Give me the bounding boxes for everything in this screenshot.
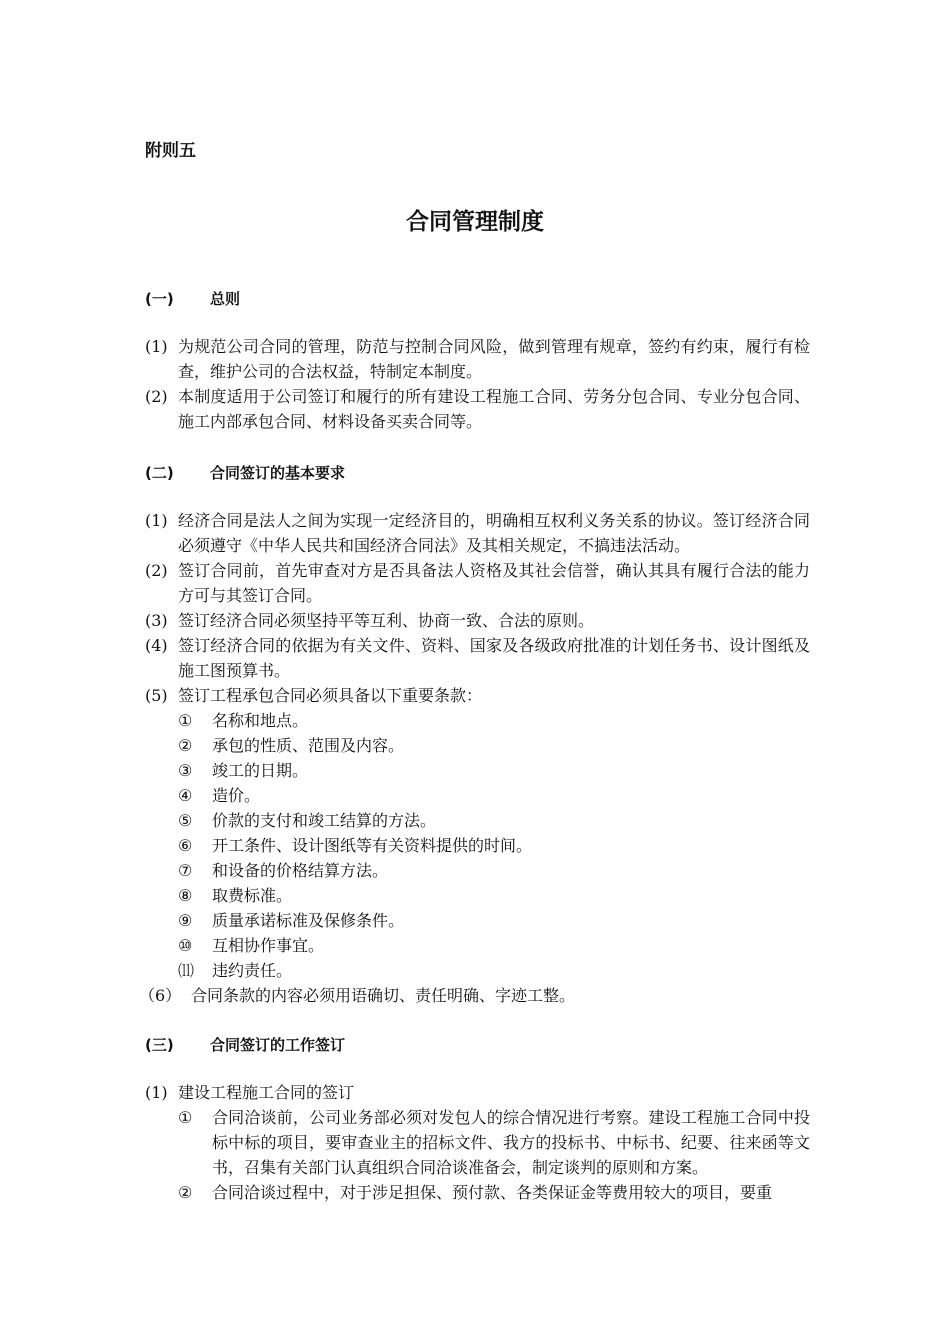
section-heading-basic-requirements [145, 462, 345, 483]
sub-list-item [145, 958, 810, 983]
section-heading-general [145, 288, 240, 309]
sub-item-text: 合同洽谈过程中，对于涉足担保、预付款、各类保证金等费用较大的项目，要重 [212, 1183, 773, 1202]
sub-item-number: ② [178, 1183, 193, 1202]
sub-item-number: ⑥ [178, 836, 193, 855]
sub-item-number: ② [178, 736, 193, 755]
sub-item-text: 名称和地点。 [212, 711, 309, 730]
sub-item-number: ⑤ [178, 811, 193, 830]
sub-item-text: 和设备的价格结算方法。 [212, 861, 389, 880]
list-item [145, 558, 810, 608]
sub-item-text: 违约责任。 [212, 961, 293, 980]
sub-item-number: ③ [178, 761, 193, 780]
sub-item-number: ⑧ [178, 886, 193, 905]
sub-item-text: 竣工的日期。 [212, 761, 309, 780]
sub-list-item [145, 733, 810, 758]
sub-list-item [145, 908, 810, 933]
item-number: (2) [145, 561, 168, 580]
item-text: 为规范公司合同的管理，防范与控制合同风险，做到管理有规章，签约有约束，履行有检查，维护公司的合法权益，特制定本制度。 [178, 337, 810, 381]
sub-item-text: 承包的性质、范围及内容。 [212, 736, 405, 755]
item-number: (3) [145, 611, 168, 630]
sub-list-item [145, 1180, 810, 1205]
sub-item-number: ⑩ [178, 936, 193, 955]
sub-list-item [145, 883, 810, 908]
sub-list-item [145, 758, 810, 783]
sub-item-text: 价款的支付和竣工结算的方法。 [212, 811, 437, 830]
item-number: (1) [145, 1083, 168, 1102]
item-number: (5) [145, 686, 168, 705]
section-number: (一) [145, 290, 174, 308]
item-text: 签订经济合同必须坚持平等互利、协商一致、合法的原则。 [178, 611, 595, 630]
item-number: （6） [139, 986, 182, 1005]
appendix-label: 附则五 [145, 141, 196, 161]
section-basic-requirements-body [139, 508, 810, 1008]
sub-item-text: 互相协作事宜。 [212, 936, 325, 955]
sub-item-number: ④ [178, 786, 193, 805]
item-number: (1) [145, 337, 168, 356]
list-item [145, 334, 810, 384]
section-number: (三) [145, 1036, 174, 1054]
sub-list-item [145, 808, 810, 833]
sub-item-number: ① [178, 1108, 193, 1127]
sub-list-item [145, 858, 810, 883]
sub-item-text: 取费标准。 [212, 886, 293, 905]
sub-item-text: 开工条件、设计图纸等有关资料提供的时间。 [212, 836, 533, 855]
item-text: 签订合同前，首先审查对方是否具备法人资格及其社会信誉，确认其具有履行合法的能力方可与其签订合同。 [178, 561, 810, 605]
sub-list-item [145, 1105, 810, 1180]
sub-item-text: 质量承诺标准及保修条件。 [212, 911, 405, 930]
item-text: 签订工程承包合同必须具备以下重要条款： [178, 686, 483, 705]
list-item [139, 983, 810, 1008]
sub-list-item [145, 833, 810, 858]
item-text: 经济合同是法人之间为实现一定经济目的，明确相互权利义务关系的协议。签订经济合同必须遵守《中华人民共和国经济合同法》及其相关规定，不搞违法活动。 [178, 511, 810, 555]
sub-list-item [145, 933, 810, 958]
sub-item-text: 造价。 [212, 786, 261, 805]
item-number: (2) [145, 387, 168, 406]
sub-item-number: ⑦ [178, 861, 193, 880]
section-title: 总则 [210, 290, 241, 308]
sub-list-item [145, 783, 810, 808]
section-general-body [145, 334, 810, 434]
item-number: (1) [145, 511, 168, 530]
item-text: 建设工程施工合同的签订 [178, 1083, 355, 1102]
item-text: 合同条款的内容必须用语确切、责任明确、字迹工整。 [191, 986, 576, 1005]
sub-item-number: ⑾ [178, 961, 195, 980]
list-item [145, 683, 810, 708]
document-title: 合同管理制度 [406, 209, 544, 235]
item-text: 签订经济合同的依据为有关文件、资料、国家及各级政府批准的计划任务书、设计图纸及施工图预算书。 [178, 636, 810, 680]
list-item [145, 608, 810, 633]
section-heading-signing-work [145, 1034, 345, 1055]
list-item [145, 508, 810, 558]
section-title: 合同签订的基本要求 [210, 464, 346, 482]
sub-item-text: 合同洽谈前，公司业务部必须对发包人的综合情况进行考察。建设工程施工合同中投标中标的项目，要审查业主的招标文件、我方的投标书、中标书、纪要、往来函等文书，召集有关部门认真组织合同洽谈准备会，制定谈判的原则和方案。 [212, 1108, 810, 1177]
section-title: 合同签订的工作签订 [210, 1036, 346, 1054]
sub-item-number: ① [178, 711, 193, 730]
sub-list-item [145, 708, 810, 733]
item-text: 本制度适用于公司签订和履行的所有建设工程施工合同、劳务分包合同、专业分包合同、施工内部承包合同、材料设备买卖合同等。 [178, 387, 810, 431]
list-item [145, 384, 810, 434]
list-item [145, 633, 810, 683]
list-item [145, 1080, 810, 1105]
section-number: (二) [145, 464, 174, 482]
item-number: (4) [145, 636, 168, 655]
section-signing-work-body [145, 1080, 810, 1205]
sub-item-number: ⑨ [178, 911, 193, 930]
